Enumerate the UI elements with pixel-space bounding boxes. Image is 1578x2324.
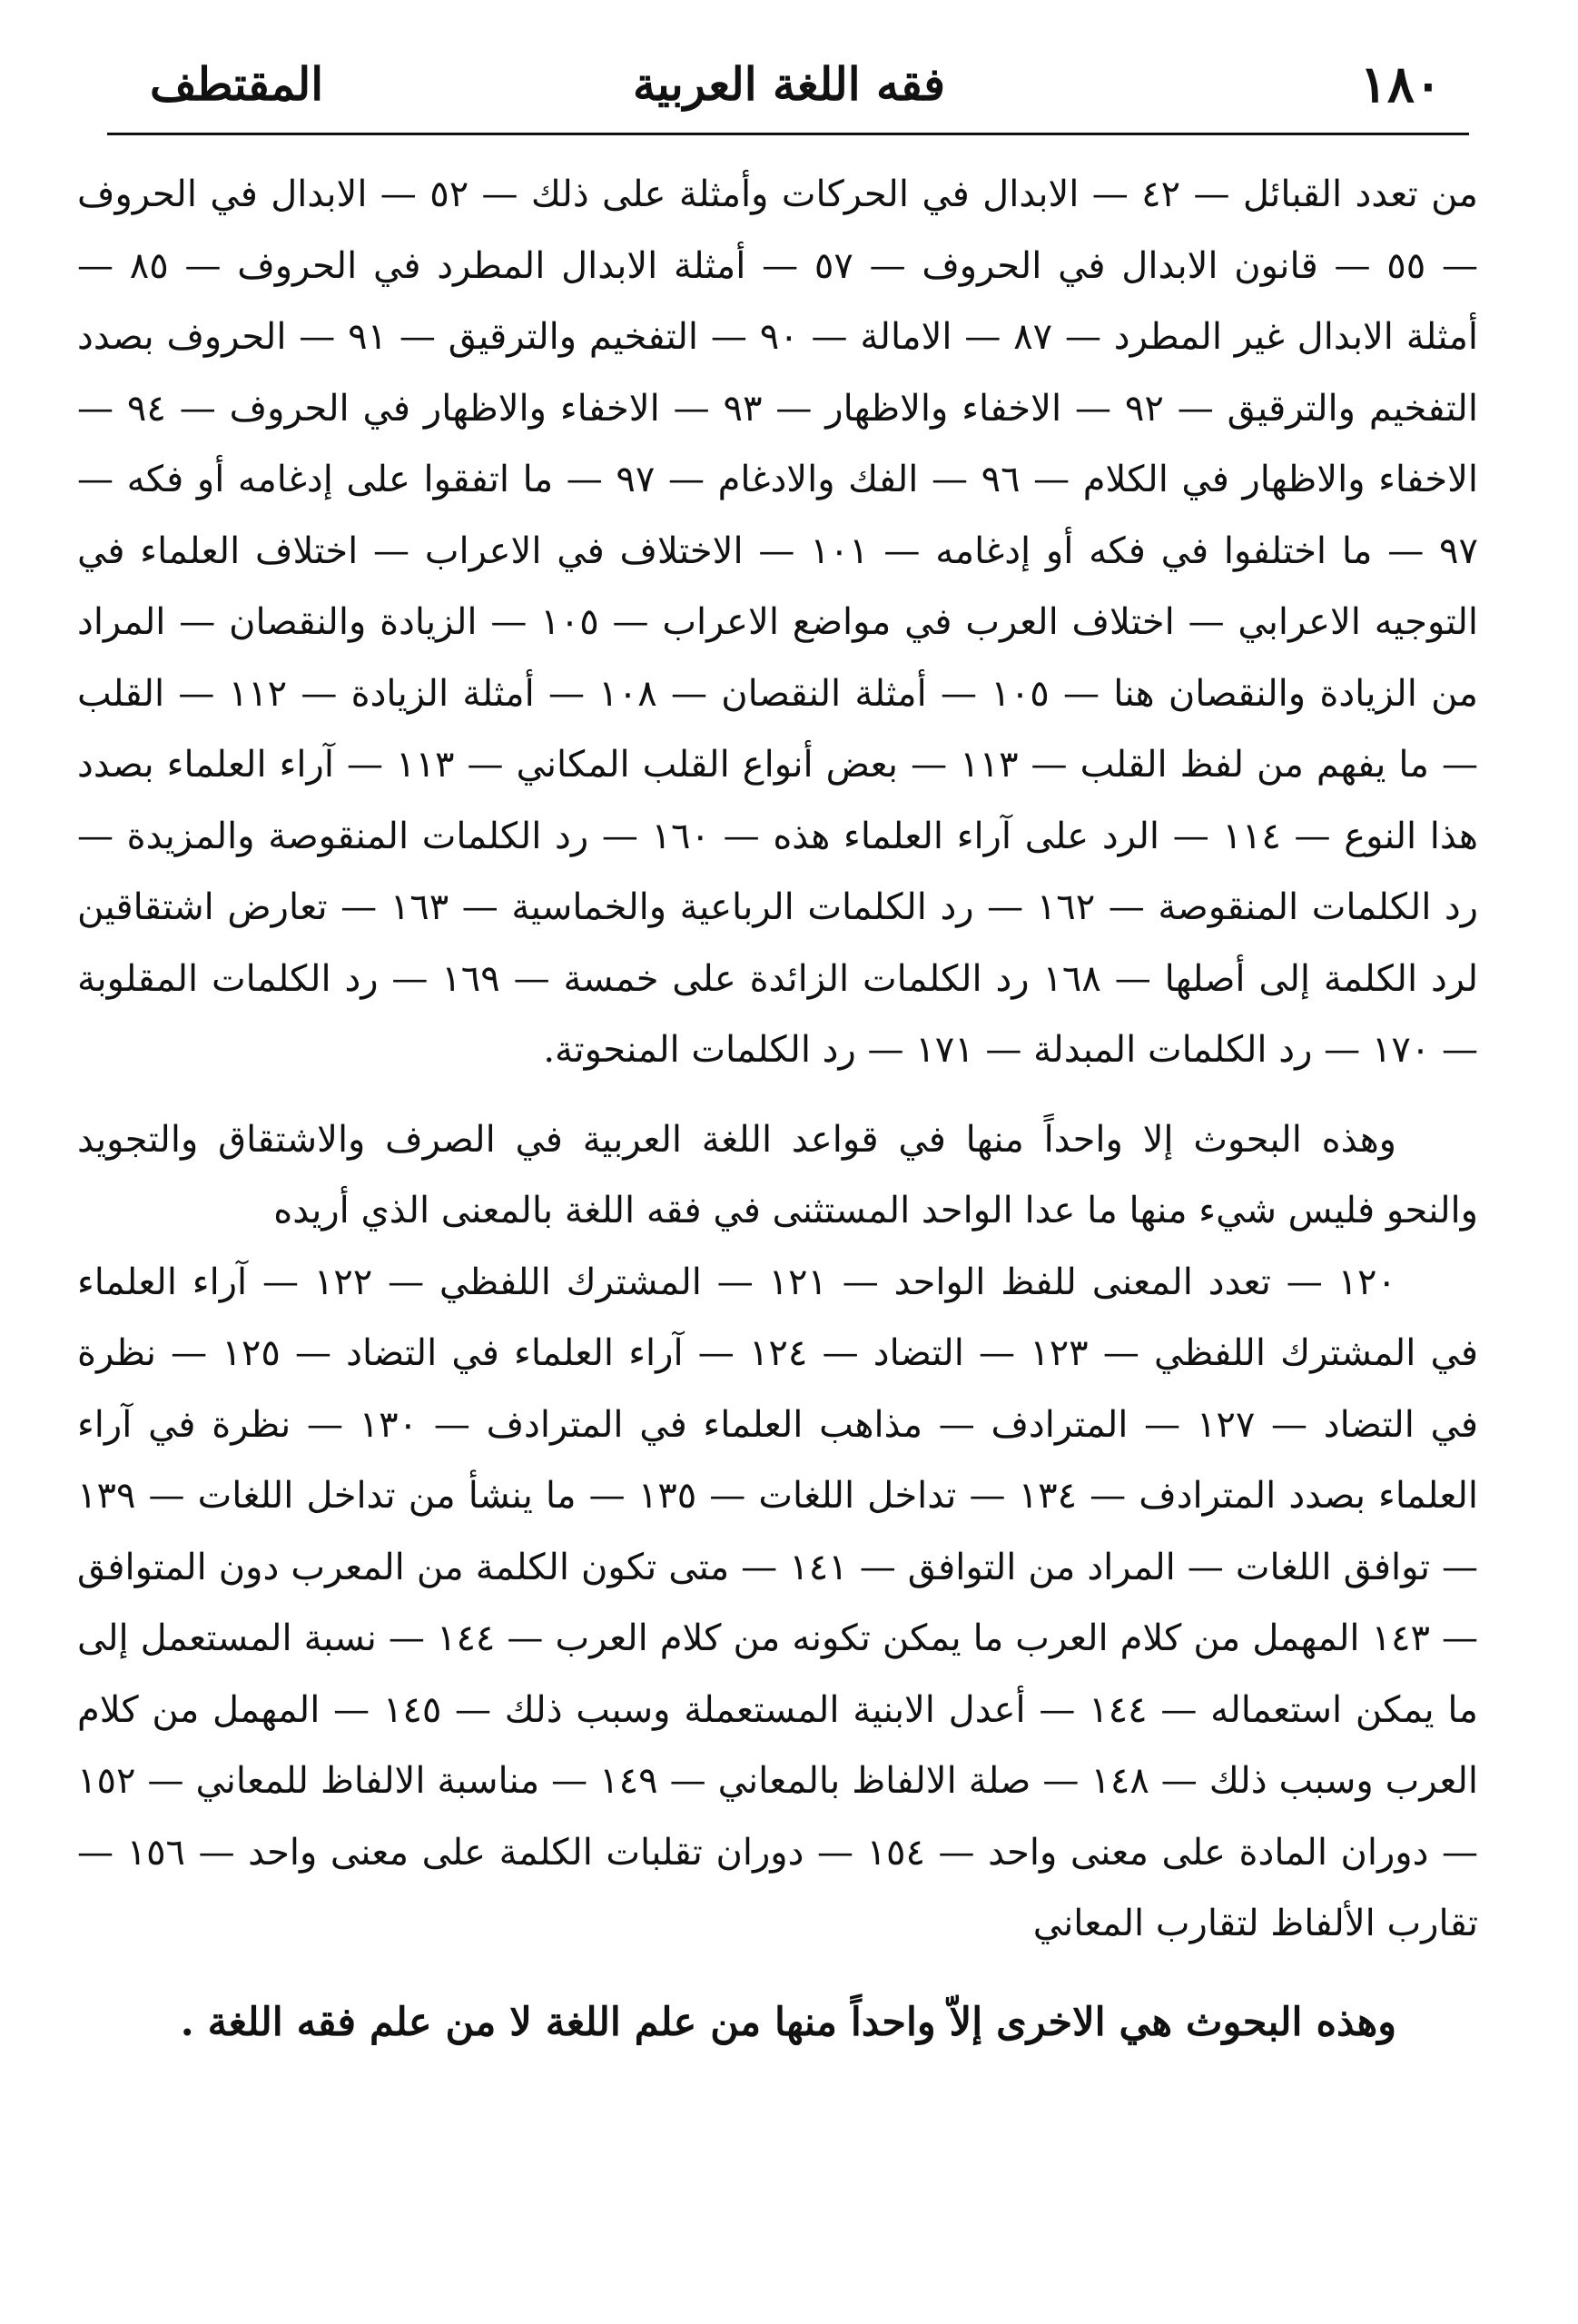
header-rule xyxy=(107,133,1469,135)
page-body xyxy=(77,159,1478,2058)
paragraph-contents-second: ١٢٠ — تعدد المعنى للفظ الواحد — ١٢١ — المشترك اللفظي — ١٢٢ — آراء العلماء في المشترك اللفظي — ١٢٣ — التضاد — ١٢٤ — آراء العلماء في التضاد — ١٢٥ — نظرة في التضاد — ١٢٧ — المترادف — مذاهب العلماء في المترادف — ١٣٠ — نظرة في آراء العلماء بصدد المترادف — ١٣٤ — تداخل اللغات — ١٣٥ — ما ينشأ من تداخل اللغات — ١٣٩ — توافق اللغات — المراد من التوافق — ١٤١ — متى تكون الكلمة من المعرب دون المتوافق — ١٤٣ المهمل من كلام العرب ما يمكن تكونه من كلام العرب — ١٤٤ — نسبة المستعمل إلى ما يمكن استعماله — ١٤٤ — أعدل الابنية المستعملة وسبب ذلك — ١٤٥ — المهمل من كلام العرب وسبب ذلك — ١٤٨ — صلة الالفاظ بالمعاني — ١٤٩ — مناسبة الالفاظ للمعاني — ١٥٢ — دوران المادة على معنى واحد — ١٥٤ — دوران تقلبات الكلمة على معنى واحد — ١٥٦ — تقارب الألفاظ لتقارب المعاني xyxy=(77,1261,1479,1944)
paragraph-remark-1: وهذه البحوث إلا واحداً منها في قواعد اللغة العربية في الصرف والاشتقاق والتجويد والنحو فليس شيء منها ما عدا الواحد المستثنى في فقه اللغة بالمعنى الذي أريده xyxy=(77,1118,1478,1231)
paragraph-contents-continued: من تعدد القبائل — ٤٢ — الابدال في الحركات وأمثلة على ذلك — ٥٢ — الابدال في الحروف — ٥٥ — قانون الابدال في الحروف — ٥٧ — أمثلة الابدال المطرد في الحروف — ٨٥ — أمثلة الابدال غير المطرد — ٨٧ — الامالة — ٩٠ — التفخيم والترقيق — ٩١ — الحروف بصدد التفخيم والترقيق — ٩٢ — الاخفاء والاظهار — ٩٣ — الاخفاء والاظهار في الحروف — ٩٤ — الاخفاء والاظهار في الكلام — ٩٦ — الفك والادغام — ٩٧ — ما اتفقوا على إدغامه أو فكه — ٩٧ — ما اختلفوا في فكه أو إدغامه — ١٠١ — الاختلاف في الاعراب — اختلاف العلماء في التوجيه الاعرابي — اختلاف العرب في مواضع الاعراب — ١٠٥ — الزيادة والنقصان — المراد من الزيادة والنقصان هنا — ١٠٥ — أمثلة النقصان — ١٠٨ — أمثلة الزيادة — ١١٢ — القلب — ما يفهم من لفظ القلب — ١١٣ — بعض أنواع القلب المكاني — ١١٣ — آراء العلماء بصدد هذا النوع — ١١٤ — الرد على آراء العلماء هذه — ١٦٠ — رد الكلمات المنقوصة والمزيدة — رد الكلمات المنقوصة — ١٦٢ — رد الكلمات الرباعية والخماسية — ١٦٣ — تعارض اشتقاقين لرد الكلمة إلى أصلها — ١٦٨ رد الكلمات الزائدة على خمسة — ١٦٩ — رد الكلمات المقلوبة — ١٧٠ — رد الكلمات المبدلة — ١٧١ — رد الكلمات المنحوتة. xyxy=(77,173,1479,1071)
paragraph-remark-2: وهذه البحوث هي الاخرى إلاّ واحداً منها من علم اللغة لا من علم فقه اللغة . xyxy=(180,1999,1396,2045)
running-title: فقه اللغة العربية xyxy=(632,57,946,111)
magazine-name: المقتطف xyxy=(150,57,324,111)
page-number: ١٨٠ xyxy=(1359,54,1442,114)
page-header xyxy=(109,36,1469,127)
